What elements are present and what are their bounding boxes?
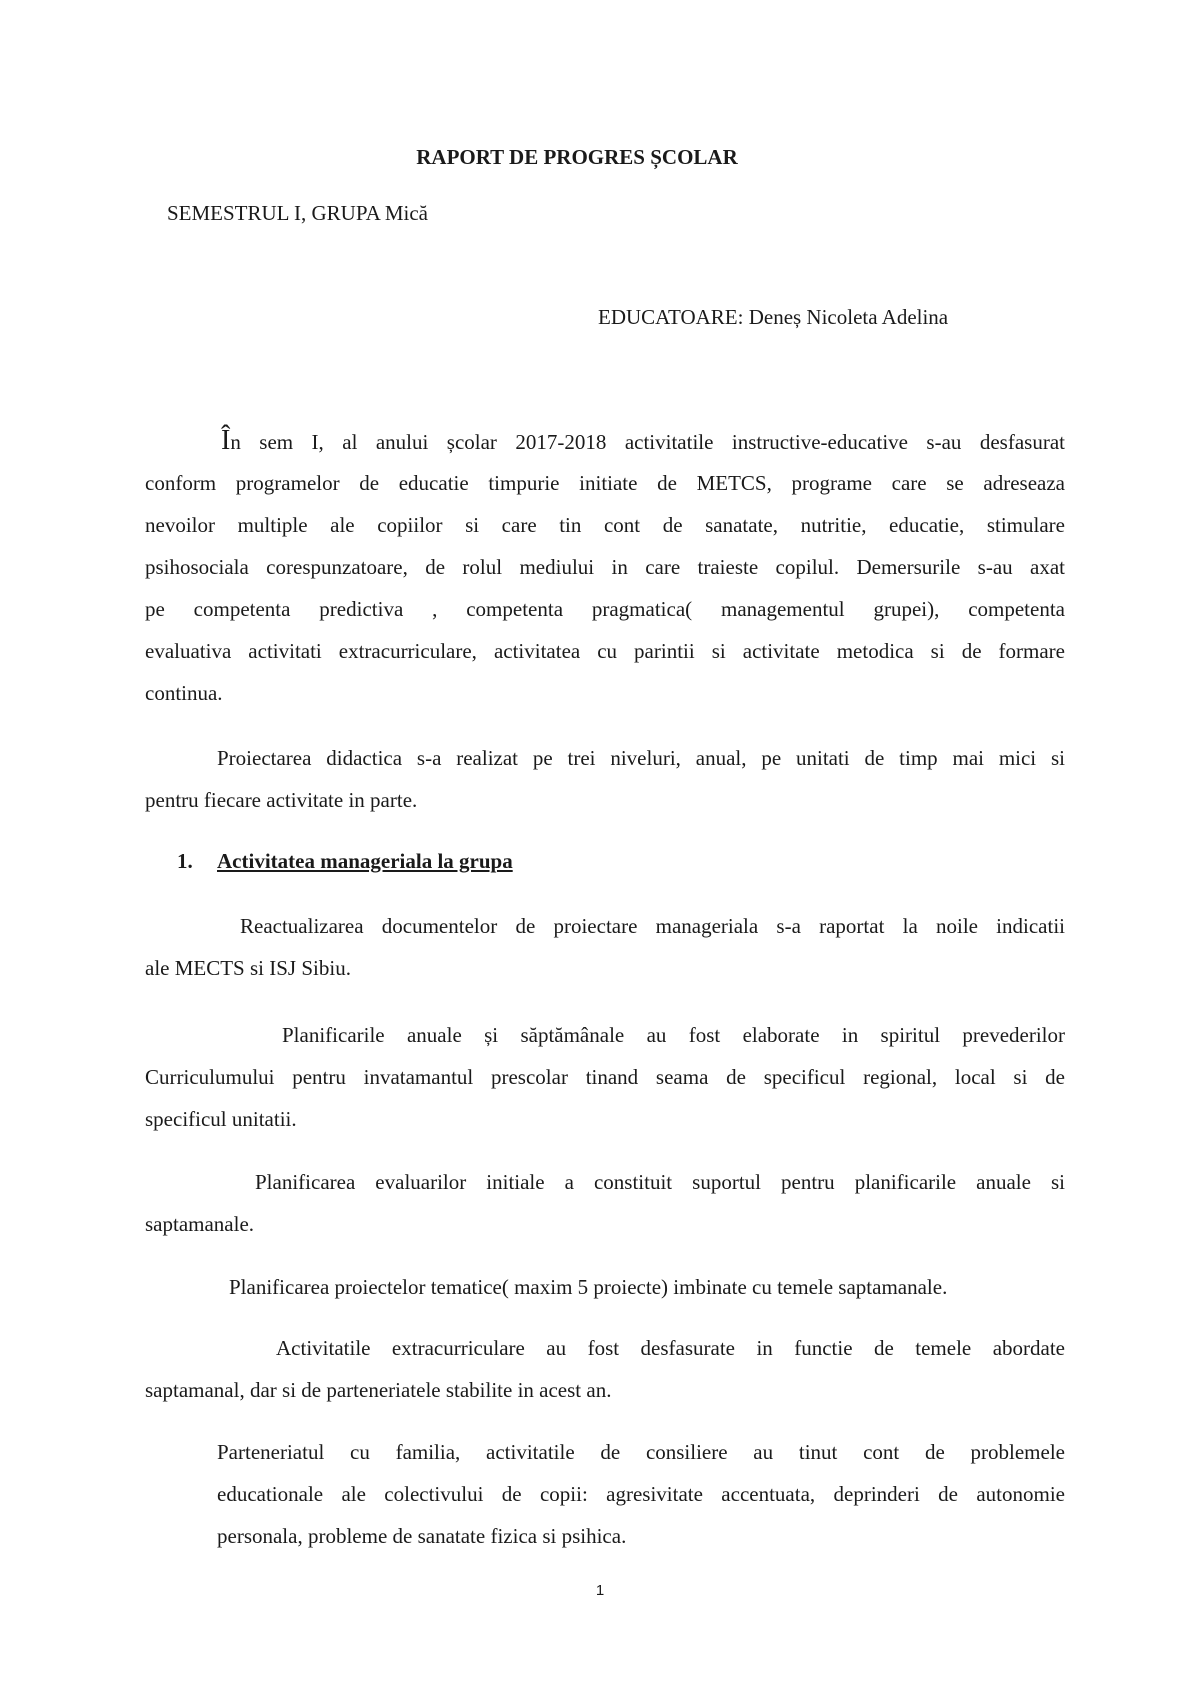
paragraph-intro bbox=[145, 420, 1065, 714]
section-number: 1. bbox=[177, 849, 193, 873]
paragraph-line: Parteneriatul cu familia, activitatile de consiliere au tinut cont de problemele bbox=[217, 1440, 1065, 1464]
subtitle: SEMESTRUL I, GRUPA Mică bbox=[167, 201, 428, 225]
paragraph-line: nevoilor multiple ale copiilor si care tin cont de sanatate, nutritie, educatie, stimulare bbox=[145, 513, 1065, 537]
line-text: n sem I, al anului școlar 2017-2018 activitatile instructive-educative s-au desfasurat bbox=[230, 430, 1065, 454]
paragraph-planning bbox=[145, 737, 1065, 821]
paragraph-line: Planificarile anuale și săptămânale au fost elaborate in spiritul prevederilor bbox=[282, 1023, 1065, 1047]
paragraph-line: continua. bbox=[145, 681, 223, 705]
paragraph-documents bbox=[145, 905, 1065, 989]
paragraph-annual-plans bbox=[145, 1014, 1065, 1140]
paragraph-line: pe competenta predictiva , competenta pragmatica( managementul grupei), competenta bbox=[145, 597, 1065, 621]
paragraph-line: Planificarea evaluarilor initiale a constituit suportul pentru planificarile anuale si bbox=[255, 1170, 1065, 1194]
paragraph-thematic-projects bbox=[145, 1266, 1065, 1308]
paragraph-evaluations bbox=[145, 1161, 1065, 1245]
section-title: Activitatea manageriala la grupa bbox=[217, 849, 513, 873]
paragraph-line: Reactualizarea documentelor de proiectare manageriala s-a raportat la noile indicatii bbox=[240, 914, 1065, 938]
paragraph-line: personala, probleme de sanatate fizica si psihica. bbox=[217, 1524, 627, 1548]
paragraph-line: evaluativa activitati extracurriculare, activitatea cu parintii si activitate metodica si de formare bbox=[145, 639, 1065, 663]
paragraph-extracurricular bbox=[145, 1327, 1065, 1411]
page-title: RAPORT DE PROGRES ȘCOLAR bbox=[416, 145, 738, 169]
paragraph-line: Curriculumului pentru invatamantul prescolar tinand seama de specificul regional, local si de bbox=[145, 1065, 1065, 1089]
paragraph-line: pentru fiecare activitate in parte. bbox=[145, 788, 418, 812]
page-number: 1 bbox=[595, 1582, 605, 1599]
paragraph-line: saptamanal, dar si de parteneriatele stabilite in acest an. bbox=[145, 1378, 612, 1402]
paragraph-line: ale MECTS si ISJ Sibiu. bbox=[145, 956, 351, 980]
paragraph-line: Activitatile extracurriculare au fost desfasurate in functie de temele abordate bbox=[276, 1336, 1065, 1360]
educator-name: EDUCATOARE: Deneș Nicoleta Adelina bbox=[598, 305, 949, 329]
paragraph-line: specificul unitatii. bbox=[145, 1107, 297, 1131]
paragraph-line: conform programelor de educatie timpurie initiate de METCS, programe care se adreseaza bbox=[145, 471, 1065, 495]
paragraph-line bbox=[145, 420, 1065, 462]
paragraph-line: educationale ale colectivului de copii: agresivitate accentuata, deprinderi de autonomie bbox=[217, 1482, 1065, 1506]
paragraph-line: psihosociala corespunzatoare, de rolul mediului in care traieste copilul. Demersurile s-au axat bbox=[145, 555, 1065, 579]
section-heading bbox=[177, 846, 513, 876]
paragraph-line: saptamanale. bbox=[145, 1212, 255, 1236]
paragraph-family-partnership bbox=[217, 1431, 1065, 1557]
paragraph-line: Planificarea proiectelor tematice( maxim 5 proiecte) imbinate cu temele saptamanale. bbox=[229, 1275, 948, 1299]
drop-initial: Î bbox=[221, 425, 231, 456]
paragraph-line: Proiectarea didactica s-a realizat pe trei niveluri, anual, pe unitati de timp mai mici si bbox=[217, 746, 1065, 770]
